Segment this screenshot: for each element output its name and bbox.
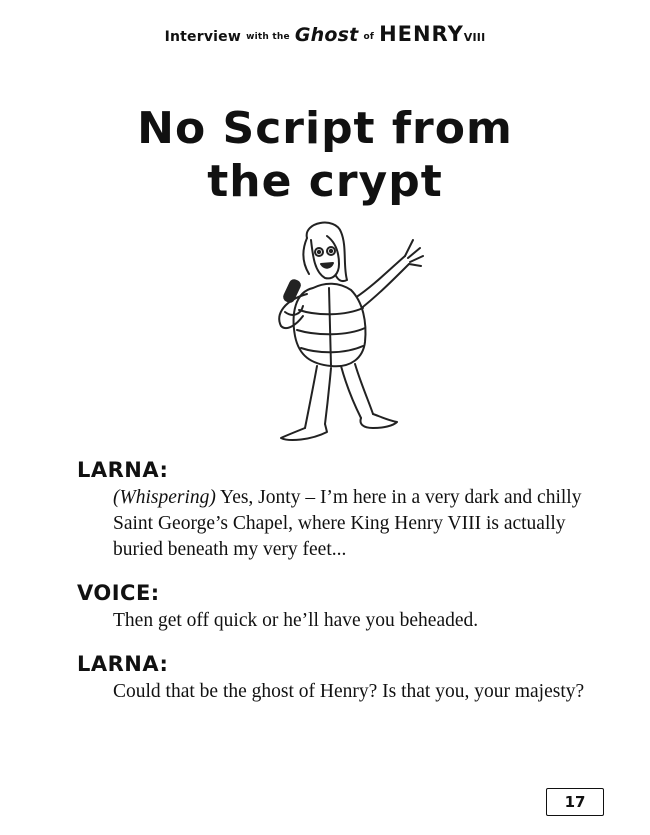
running-head-interview: Interview	[164, 29, 242, 45]
dialogue-line	[113, 679, 617, 705]
speaker-name: VOICE:	[77, 581, 160, 605]
chapter-title	[0, 102, 650, 208]
running-head-viii: VIII	[463, 31, 486, 44]
dialogue	[77, 458, 617, 723]
running-head	[0, 22, 650, 46]
dialogue-text: Then get off quick or he’ll have you beheaded.	[113, 610, 479, 631]
presenter-with-microphone-drawing	[255, 218, 435, 446]
running-head-of: of	[363, 32, 374, 42]
chapter-title-line-2: the crypt	[207, 156, 443, 207]
dialogue-block-voice	[77, 581, 617, 634]
running-head-ghost: Ghost	[294, 24, 359, 46]
speaker-name: LARNA:	[77, 652, 169, 676]
running-head-with-the: with the	[246, 32, 290, 42]
dialogue-line	[113, 608, 617, 634]
page-number: 17	[546, 788, 604, 816]
dialogue-text: Yes, Jonty – I’m here in a very dark and chilly Saint George’s Chapel, where King Henry VIII is actually buried beneath my very feet...	[113, 487, 582, 560]
dialogue-block-larna-2	[77, 652, 617, 705]
speaker-name: LARNA:	[77, 458, 169, 482]
dialogue-text: Could that be the ghost of Henry? Is that you, your majesty?	[113, 681, 585, 702]
stage-direction: (Whispering)	[113, 487, 216, 508]
dialogue-line	[113, 485, 617, 563]
dialogue-block-larna-1	[77, 458, 617, 563]
chapter-title-line-1: No Script from	[137, 103, 513, 154]
running-head-henry: HENRY	[379, 22, 464, 46]
